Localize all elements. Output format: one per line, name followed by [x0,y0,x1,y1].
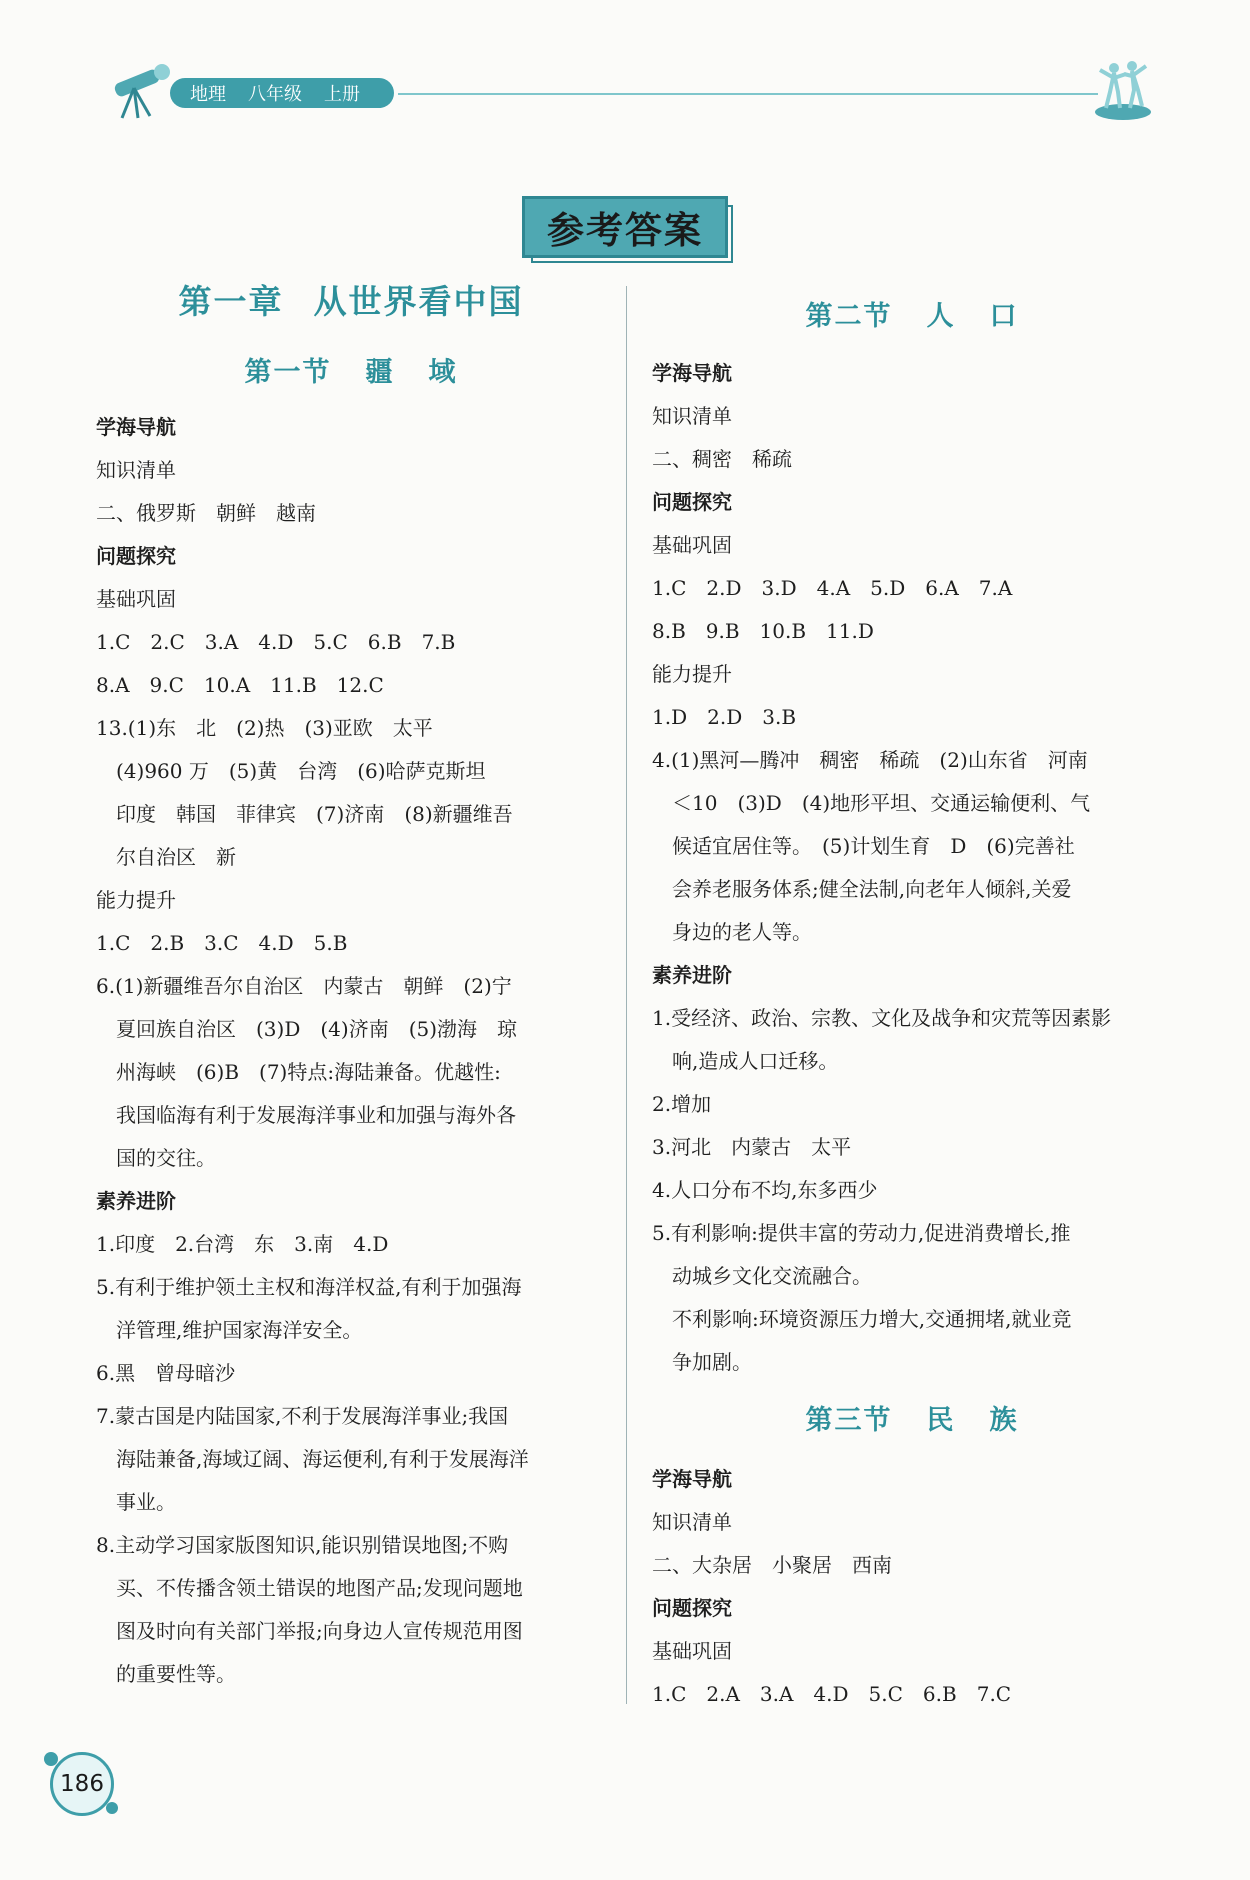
answer-line: 8.A 9.C 10.A 11.B 12.C [96,673,384,697]
answer-line: 国的交往。 [116,1146,216,1170]
section-title-char: 族 [989,1405,1019,1436]
answer-line: 图及时向有关部门举报;向身边人宣传规范用图 [116,1619,523,1643]
subheading-label: 学海导航 [652,1467,732,1491]
answer-line: 买、不传播含领土错误的地图产品;发现问题地 [116,1576,523,1600]
answer-line: 4.人口分布不均,东多西少 [652,1178,878,1202]
answer-line: ＜10 (3)D (4)地形平坦、交通运输便利、气 [672,791,1091,815]
header-rule [398,93,1098,95]
answer-line: 8.B 9.B 10.B 11.D [652,619,874,643]
answer-line: 4.(1)黑河—腾冲 稠密 稀疏 (2)山东省 河南 [652,748,1088,772]
section-title-char: 人 [926,301,956,332]
left-column [96,280,606,1696]
page-title: 参考答案 [547,208,703,252]
section-title-char: 民 [926,1405,956,1436]
answer-line: 能力提升 [96,888,176,912]
section-heading-3 [652,1398,1172,1444]
answer-line: 候适宜居住等。 (5)计划生育 D (6)完善社 [672,834,1075,858]
answer-line: 印度 韩国 菲律宾 (7)济南 (8)新疆维吾 [116,802,513,826]
answer-line: 身边的老人等。 [672,920,812,944]
section-title-char: 疆 [365,357,395,388]
answer-line: 我国临海有利于发展海洋事业和加强与海外各 [116,1103,516,1127]
subheading-label: 问题探究 [96,544,176,568]
header-volume: 上册 [324,84,360,105]
subheading-label: 学海导航 [96,415,176,439]
answer-line: 1.受经济、政治、宗教、文化及战争和灾荒等因素影 [652,1006,1112,1030]
header-subject-pill [170,78,394,108]
answer-line: 的重要性等。 [116,1662,236,1686]
answer-line: 响,造成人口迁移。 [672,1049,839,1073]
answer-line: 洋管理,维护国家海洋安全。 [116,1318,363,1342]
column-divider [626,286,627,1704]
answer-line: 二、俄罗斯 朝鲜 越南 [96,501,316,525]
answer-line: 3.河北 内蒙古 太平 [652,1135,852,1159]
answer-line: 基础巩固 [652,1639,732,1663]
answer-line: 1.D 2.D 3.B [652,705,797,729]
chapter-title: 从世界看中国 [313,282,524,321]
answer-line: 知识清单 [652,1510,732,1534]
answer-line: 13.(1)东 北 (2)热 (3)亚欧 太平 [96,716,433,740]
answer-line: 海陆兼备,海域辽阔、海运便利,有利于发展海洋 [116,1447,529,1471]
section-heading-1 [96,350,606,396]
header-subject: 地理 [190,84,226,105]
answer-line: 夏回族自治区 (3)D (4)济南 (5)渤海 琼 [116,1017,518,1041]
answer-list [652,1458,1172,1716]
answer-line: 州海峡 (6)B (7)特点:海陆兼备。优越性: [116,1060,501,1084]
subheading-label: 素养进阶 [652,963,732,987]
answer-line: 7.蒙古国是内陆国家,不利于发展海洋事业;我国 [96,1404,509,1428]
answer-line: 事业。 [116,1490,176,1514]
answer-line: 知识清单 [96,458,176,482]
section-title-char: 口 [989,301,1019,332]
answer-list [652,352,1172,1384]
right-column [652,280,1172,1716]
answer-line: 基础巩固 [652,533,732,557]
subheading-label: 问题探究 [652,1596,732,1620]
answer-line: 尔自治区 新 [116,845,236,869]
section-number: 第一节 [244,357,332,388]
section-title-char: 域 [428,357,458,388]
section-number: 第二节 [805,301,893,332]
answer-line: 1.C 2.C 3.A 4.D 5.C 6.B 7.B [96,630,456,654]
answer-line: 8.主动学习国家版图知识,能识别错误地图;不购 [96,1533,509,1557]
chapter-number: 第一章 [178,282,284,321]
answer-line: 5.有利于维护领土主权和海洋权益,有利于加强海 [96,1275,522,1299]
answer-line: 1.C 2.D 3.D 4.A 5.D 6.A 7.A [652,576,1013,600]
answers-title-box [522,196,728,258]
subheading-label: 素养进阶 [96,1189,176,1213]
answer-line: 能力提升 [652,662,732,686]
answer-line: 1.C 2.A 3.A 4.D 5.C 6.B 7.C [652,1682,1012,1706]
answer-line: 6.(1)新疆维吾尔自治区 内蒙古 朝鲜 (2)宁 [96,974,512,998]
answer-line: 1.印度 2.台湾 东 3.南 4.D [96,1232,389,1256]
answer-line: 争加剧。 [672,1350,752,1374]
answer-line: 1.C 2.B 3.C 4.D 5.B [96,931,348,955]
section-number: 第三节 [805,1405,893,1436]
answer-line: 二、大杂居 小聚居 西南 [652,1553,892,1577]
answer-line: 二、稠密 稀疏 [652,447,792,471]
page-header [0,0,1250,130]
answer-line: 动城乡文化交流融合。 [672,1264,872,1288]
answer-line: 2.增加 [652,1092,712,1116]
dancers-icon [1092,56,1154,122]
header-grade: 八年级 [248,84,302,105]
answer-list [96,406,606,1696]
decor-dot [106,1802,118,1814]
answer-line: 知识清单 [652,404,732,428]
answer-line: 不利影响:环境资源压力增大,交通拥堵,就业竞 [672,1307,1072,1331]
subheading-label: 问题探究 [652,490,732,514]
answer-line: 会养老服务体系;健全法制,向老年人倾斜,关爱 [672,877,1072,901]
answer-line: (4)960 万 (5)黄 台湾 (6)哈萨克斯坦 [116,759,486,783]
telescope-icon [102,58,172,120]
subheading-label: 学海导航 [652,361,732,385]
answer-line: 6.黑 曾母暗沙 [96,1361,236,1385]
answer-line: 5.有利影响:提供丰富的劳动力,促进消费增长,推 [652,1221,1071,1245]
section-heading-2 [652,294,1172,340]
chapter-heading [96,280,606,324]
page-number: 186 [50,1752,114,1816]
answer-line: 基础巩固 [96,587,176,611]
